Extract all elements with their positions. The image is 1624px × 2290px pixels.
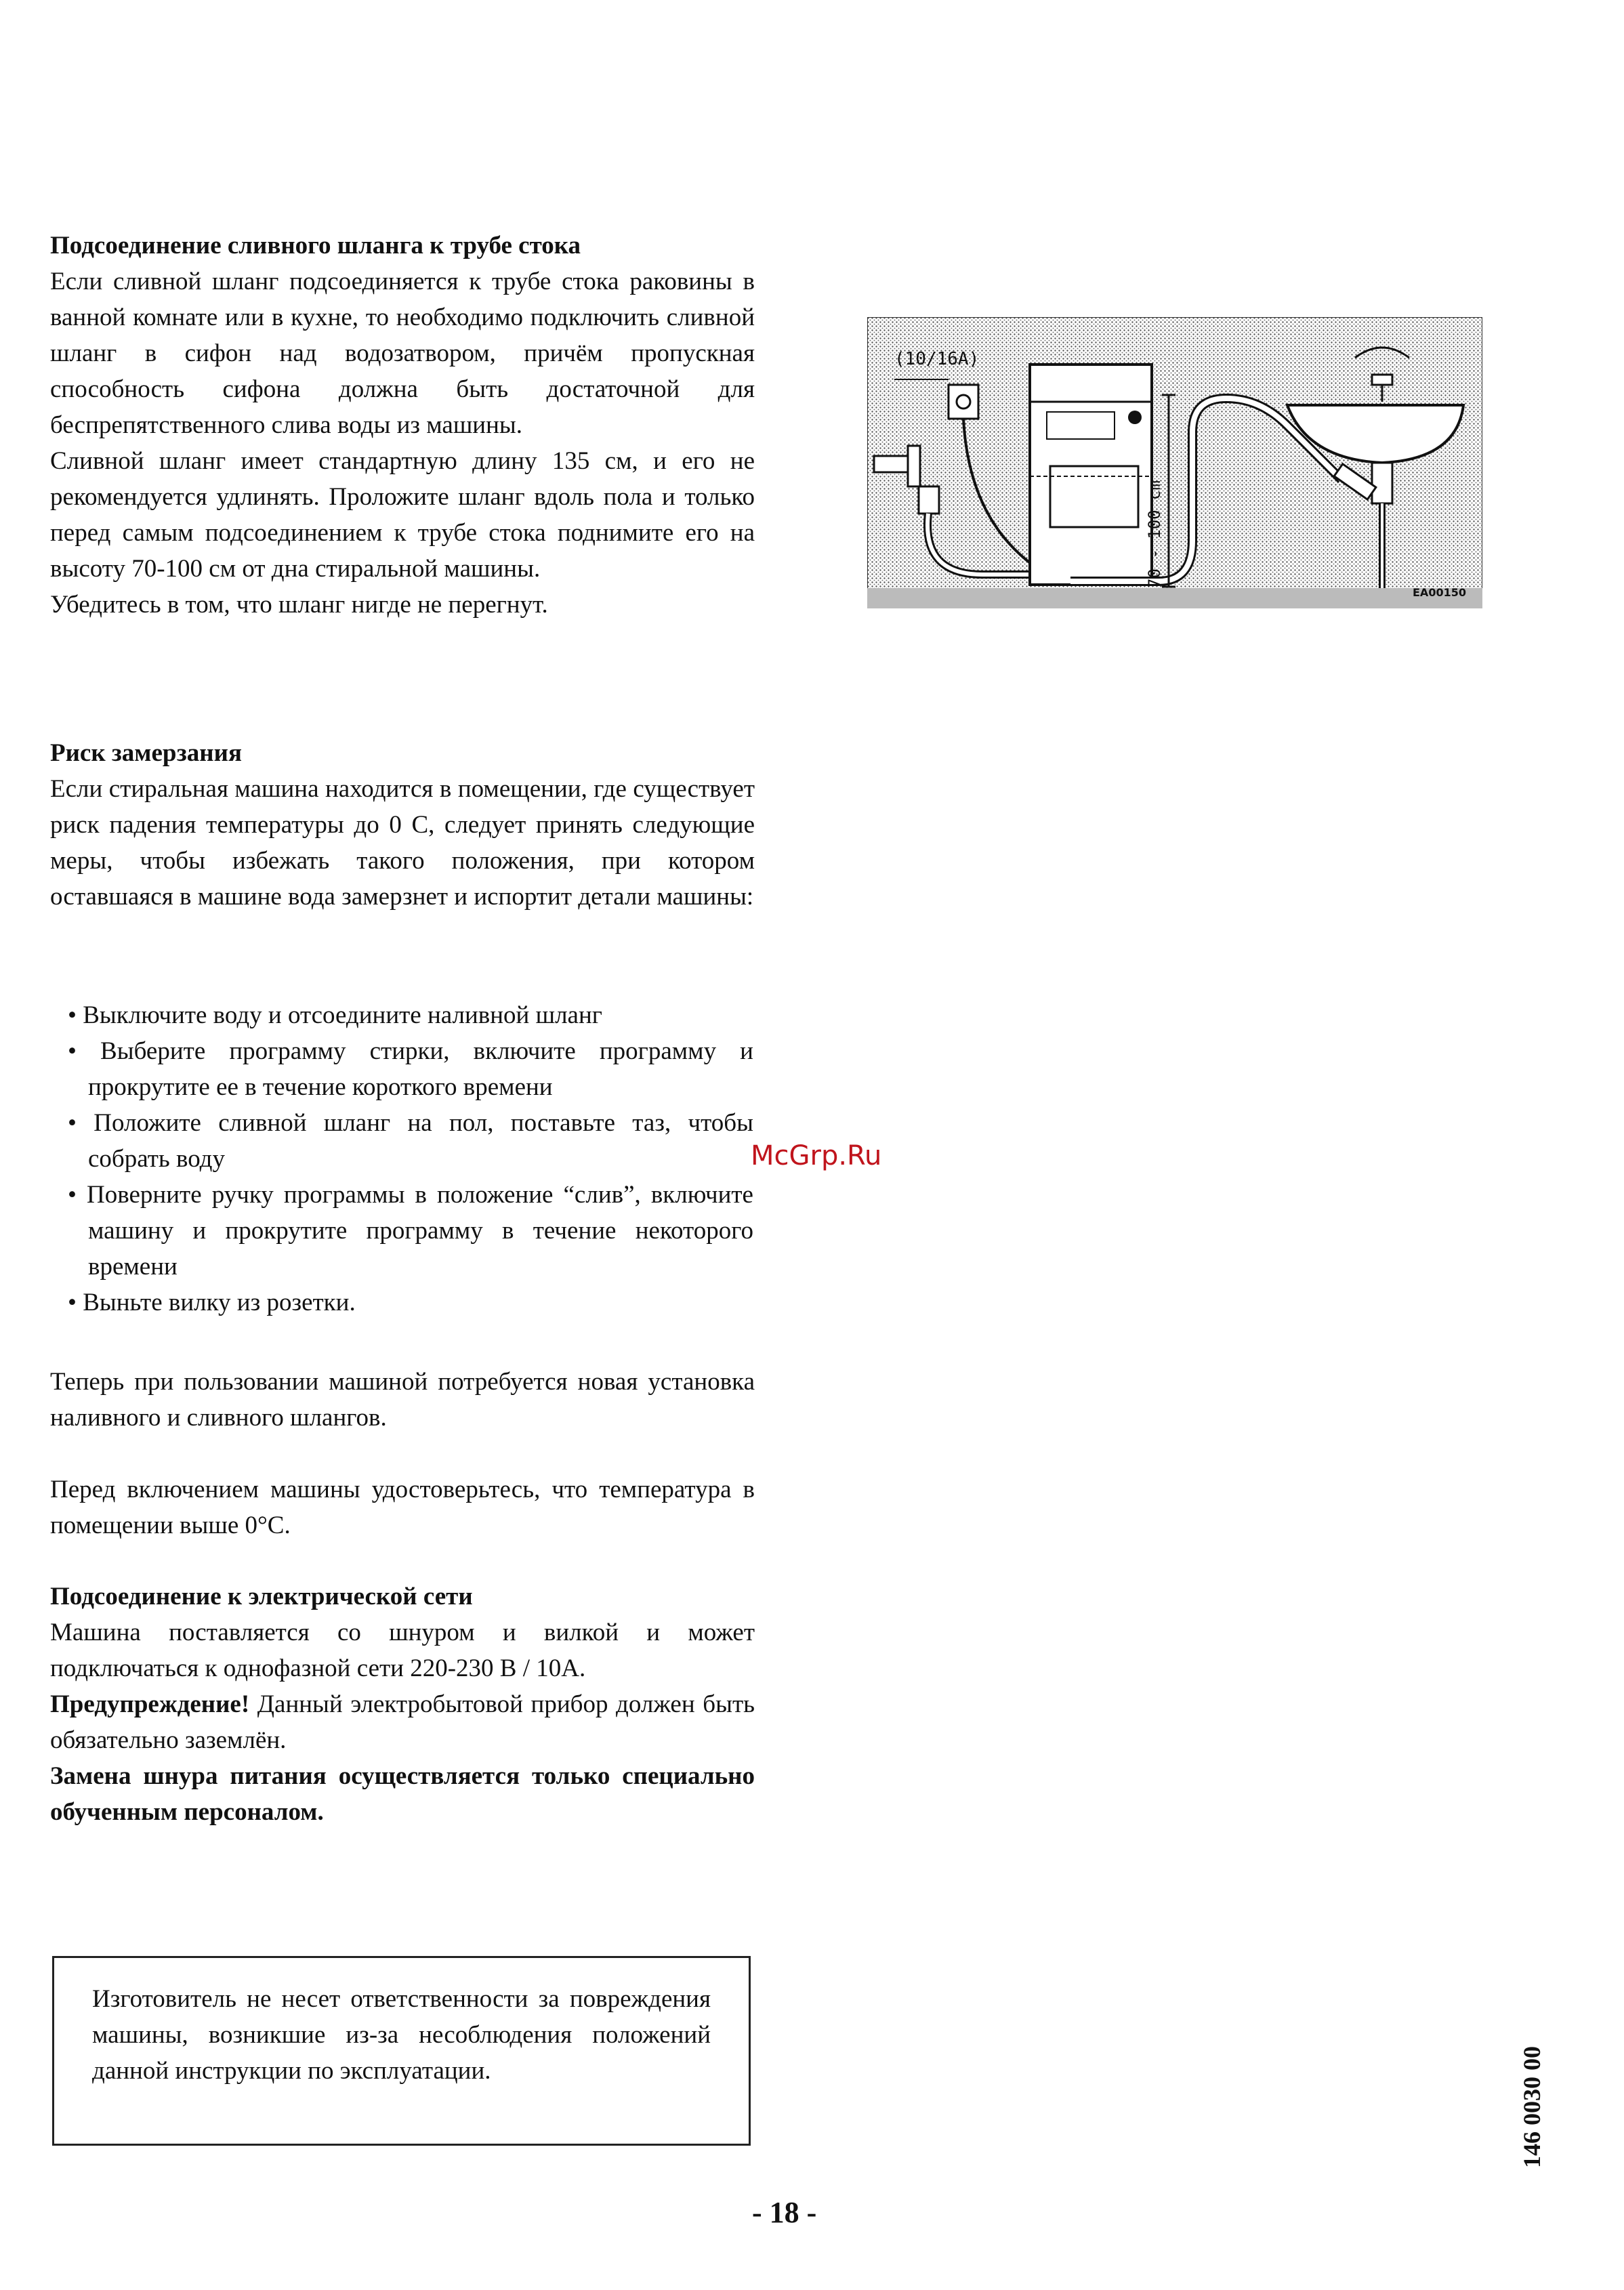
- section-drain: [50, 228, 755, 623]
- drain-hose-illustration: [867, 317, 1482, 608]
- drain-paragraph-3: Убедитесь в том, что шланг нигде не перегнут.: [50, 591, 548, 619]
- frost-bullet-2: • Выберите программу стирки, включите программу и прокрутите ее в течение короткого времени: [68, 1033, 753, 1105]
- frost-after-2: Перед включением машины удостоверьтесь, что температура в помещении выше 0°С.: [50, 1476, 755, 1539]
- frost-bullet-3: • Положите сливной шланг на пол, поставьте таз, чтобы собрать воду: [68, 1105, 753, 1177]
- section-frost: [50, 735, 755, 915]
- figure-code: EA00150: [1413, 586, 1466, 599]
- frost-bullet-list: [68, 997, 753, 1320]
- frost-after-2-block: [50, 1472, 755, 1543]
- electric-paragraph-1: Машина поставляется со шнуром и вилкой и может подключаться к однофазной сети 220-230 В / 10А.: [50, 1619, 755, 1682]
- drain-paragraph-2: Сливной шланг имеет стандартную длину 135 см, и его не рекомендуется удлинять. Проложите шланг вдоль пола и только перед самым подсоединением к трубе стока поднимите его на высоту 70-100 см от дна стиральной машины.: [50, 447, 755, 583]
- drain-paragraph-1: Если сливной шланг подсоединяется к трубе стока раковины в ванной комнате или в кухне, то необходимо подключить сливной шланг в сифон над водозатвором, причём пропускная способность сифона должна быть достаточной для беспрепятственного слива воды из машины.: [50, 268, 755, 439]
- document-code: 146 0030 00: [1518, 2046, 1545, 2168]
- liability-notice-box: [52, 1956, 751, 2146]
- warning-text: Данный электробытовой прибор должен быть обязательно заземлён.: [50, 1690, 755, 1754]
- liability-notice-text: Изготовитель не несет ответственности за повреждения машины, возникшие из-за несоблюдения положений данной инструкции по эксплуатации.: [92, 1985, 711, 2085]
- frost-intro: Если стиральная машина находится в помещении, где существует риск падения температуры до 0 С, следует принять следующие меры, чтобы избежать такого положения, при котором оставшаяся в машине вода замерзнет и испортит детали машины:: [50, 775, 755, 911]
- section-drain-title: Подсоединение сливного шланга к трубе стока: [50, 232, 581, 259]
- frost-after-1-block: [50, 1364, 755, 1436]
- frost-bullets: [68, 997, 753, 1320]
- section-frost-title: Риск замерзания: [50, 739, 242, 767]
- electric-warning: [50, 1686, 755, 1758]
- frost-after-1: Теперь при пользовании машиной потребуется новая установка наливного и сливного шлангов.: [50, 1368, 755, 1432]
- page-number: - 18 -: [752, 2196, 817, 2229]
- frost-bullet-5: • Выньте вилку из розетки.: [68, 1285, 753, 1320]
- socket-label: (10/16A): [894, 349, 980, 369]
- warning-label: Предупреждение!: [50, 1690, 250, 1718]
- section-electric-title: Подсоединение к электрической сети: [50, 1583, 473, 1610]
- drain-hose-figure: [867, 317, 1482, 608]
- frost-bullet-1: • Выключите воду и отсоедините наливной шланг: [68, 997, 753, 1033]
- watermark: McGrp.Ru: [751, 1140, 882, 1171]
- section-electric: [50, 1579, 755, 1830]
- height-label: 70 - 100 cm: [1145, 480, 1164, 588]
- electric-bold-note: Замена шнура питания осуществляется только специально обученным персоналом.: [50, 1762, 755, 1826]
- frost-bullet-4: • Поверните ручку программы в положение “слив”, включите машину и прокрутите программу в течение некоторого времени: [68, 1177, 753, 1285]
